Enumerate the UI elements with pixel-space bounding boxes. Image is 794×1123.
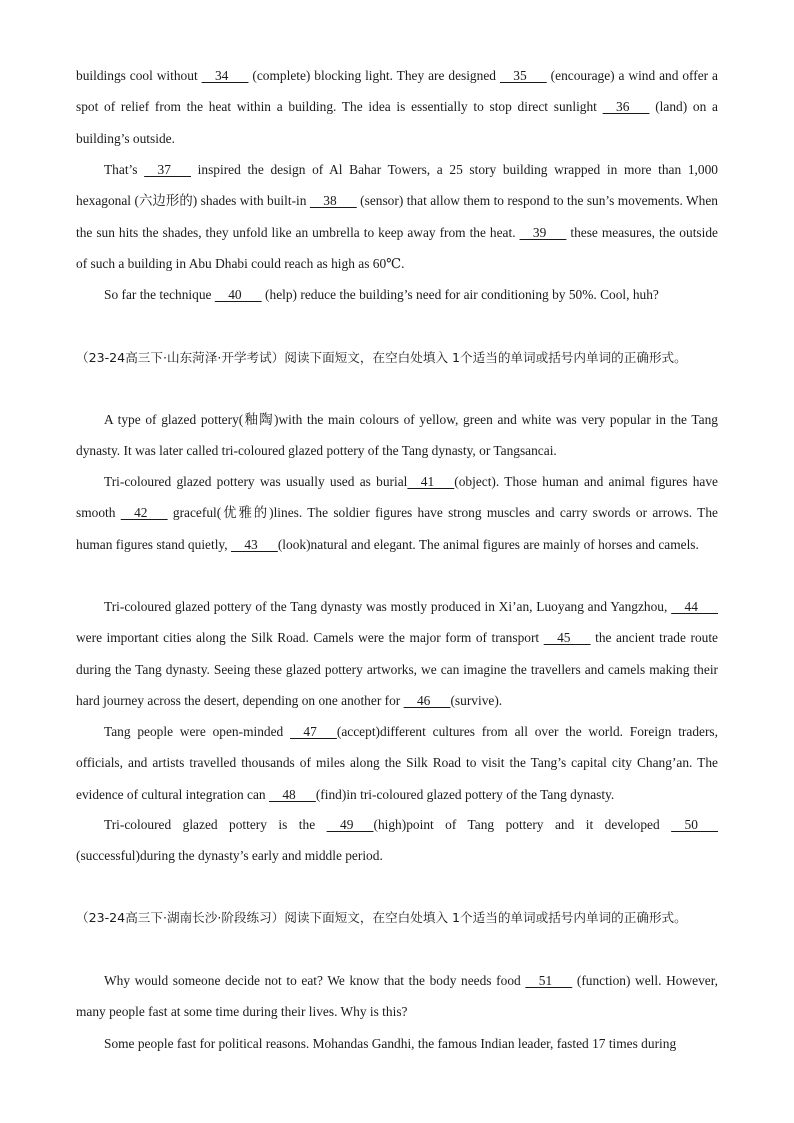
paragraph-text: inspired the design of Al Bahar Towers, a 25 story building wrapped in more than 1,000 hexagonal (六边形的) shades with built-in xyxy=(76,162,718,209)
blank-42: 42 xyxy=(120,505,168,521)
paragraph-text: (function) well. However, many people fast at some time during their lives. Why is this? xyxy=(76,973,718,1020)
paragraph-text: (survive). xyxy=(450,692,503,708)
section2-paragraph-2 xyxy=(76,466,718,560)
blank-43: 43 xyxy=(230,536,278,552)
blank-51: 51 xyxy=(525,973,573,988)
paragraph-text: (complete) blocking light. They are designed xyxy=(248,68,500,83)
blank-34: 34 xyxy=(201,68,249,83)
blank-40: 40 xyxy=(214,287,262,302)
paragraph-text: Tang people were open-minded xyxy=(104,724,291,739)
paragraph-text: (find)in tri-coloured glazed pottery of the Tang dynasty. xyxy=(315,786,615,802)
paragraph-text: (sensor) that allow them to respond to the sun’s movements. When the sun hits the shades, they unfold like an umbrella to keep away from the heat. xyxy=(76,193,718,240)
section2-heading: （23-24高三下·山东菏泽·开学考试）阅读下面短文，在空白处填入 1个适当的单词或括号内单词的正确形式。 xyxy=(76,350,687,365)
passage1-paragraph-2 xyxy=(76,154,718,279)
paragraph-text: these measures, the outside of such a building in Abu Dhabi could reach as high as 60℃. xyxy=(76,224,718,271)
section3-heading: （23-24高三下·湖南长沙·阶段练习）阅读下面短文，在空白处填入 1个适当的单词或括号内单词的正确形式。 xyxy=(76,910,687,925)
paragraph-text: (encourage) a wind and offer a spot of relief from the heat within a building. The idea is essentially to stop direct sunlight xyxy=(76,68,718,115)
section3-paragraph-2 xyxy=(76,1028,718,1059)
section2-paragraph-4 xyxy=(76,716,718,810)
blank-41: 41 xyxy=(407,474,455,489)
blank-35: 35 xyxy=(499,68,547,83)
paragraph-text: So far the technique xyxy=(104,287,215,302)
paragraph-text: Tri-coloured glazed pottery was usually used as burial xyxy=(104,474,408,489)
blank-46: 46 xyxy=(403,692,451,708)
paragraph-text: were important cities along the Silk Road. Camels were the major form of transport xyxy=(76,630,544,646)
passage1-paragraph-1 xyxy=(76,60,718,154)
paragraph-text: (successful)during the dynasty’s early and middle period. xyxy=(76,848,383,864)
paragraph-text: the ancient trade route during the Tang dynasty. Seeing these glazed pottery artworks, we can imagine the travellers and camels making their hard journey across the desert, depending on one another for xyxy=(76,630,718,708)
blank-48: 48 xyxy=(268,786,316,802)
passage1-paragraph-3 xyxy=(76,279,718,310)
paragraph-text: buildings cool without xyxy=(76,68,202,83)
paragraph-text: Tri-coloured glazed pottery of the Tang dynasty was mostly produced in Xi’an, Luoyang and Yangzhou, xyxy=(104,599,672,614)
section2-paragraph-1 xyxy=(76,404,718,467)
blank-39: 39 xyxy=(519,224,567,240)
blank-45: 45 xyxy=(543,630,591,646)
paragraph-text: (look)natural and elegant. The animal figures are mainly of horses and camels. xyxy=(277,536,699,552)
paragraph-text: Why would someone decide not to eat? We know that the body needs food xyxy=(104,973,526,988)
paragraph-text: graceful(优雅的)lines. The soldier figures have strong muscles and carry swords or arrows. The human figures stand quietly, xyxy=(76,505,718,552)
paragraph-text: (help) reduce the building’s need for air conditioning by 50%. Cool, huh? xyxy=(261,287,659,302)
paragraph-text: A type of glazed pottery(釉陶)with the main colours of yellow, green and white was very popular in the Tang dynasty. It was later called tri-coloured glazed pottery of the Tang dynasty, or Tangsancai. xyxy=(76,412,718,459)
blank-47: 47 xyxy=(290,724,337,739)
paragraph-text: (land) on a building’s outside. xyxy=(76,99,718,146)
paragraph-text: Some people fast for political reasons. Mohandas Gandhi, the famous Indian leader, fasted 17 times during xyxy=(104,1036,677,1051)
blank-36: 36 xyxy=(602,99,650,115)
section2-paragraph-3 xyxy=(76,591,718,716)
section2-paragraph-5 xyxy=(76,809,718,872)
section3-paragraph-1 xyxy=(76,965,718,1028)
blank-37: 37 xyxy=(144,162,191,177)
paragraph-text: Tri-coloured glazed pottery is the xyxy=(104,817,327,832)
blank-49: 49 xyxy=(326,817,374,832)
blank-44: 44 xyxy=(671,599,718,614)
blank-38: 38 xyxy=(309,193,357,209)
paragraph-text: That’s xyxy=(104,162,145,177)
paragraph-text: (accept)different cultures from all over the world. Foreign traders, officials, and artists travelled thousands of miles along the Silk Road to visit the Tang’s capital city Chang’an. The evidence of cultural integration can xyxy=(76,724,718,802)
paragraph-text: (high)point of Tang pottery and it developed xyxy=(373,817,672,832)
blank-50: 50 xyxy=(671,817,718,832)
paragraph-text: (object). Those human and animal figures have smooth xyxy=(76,474,718,521)
